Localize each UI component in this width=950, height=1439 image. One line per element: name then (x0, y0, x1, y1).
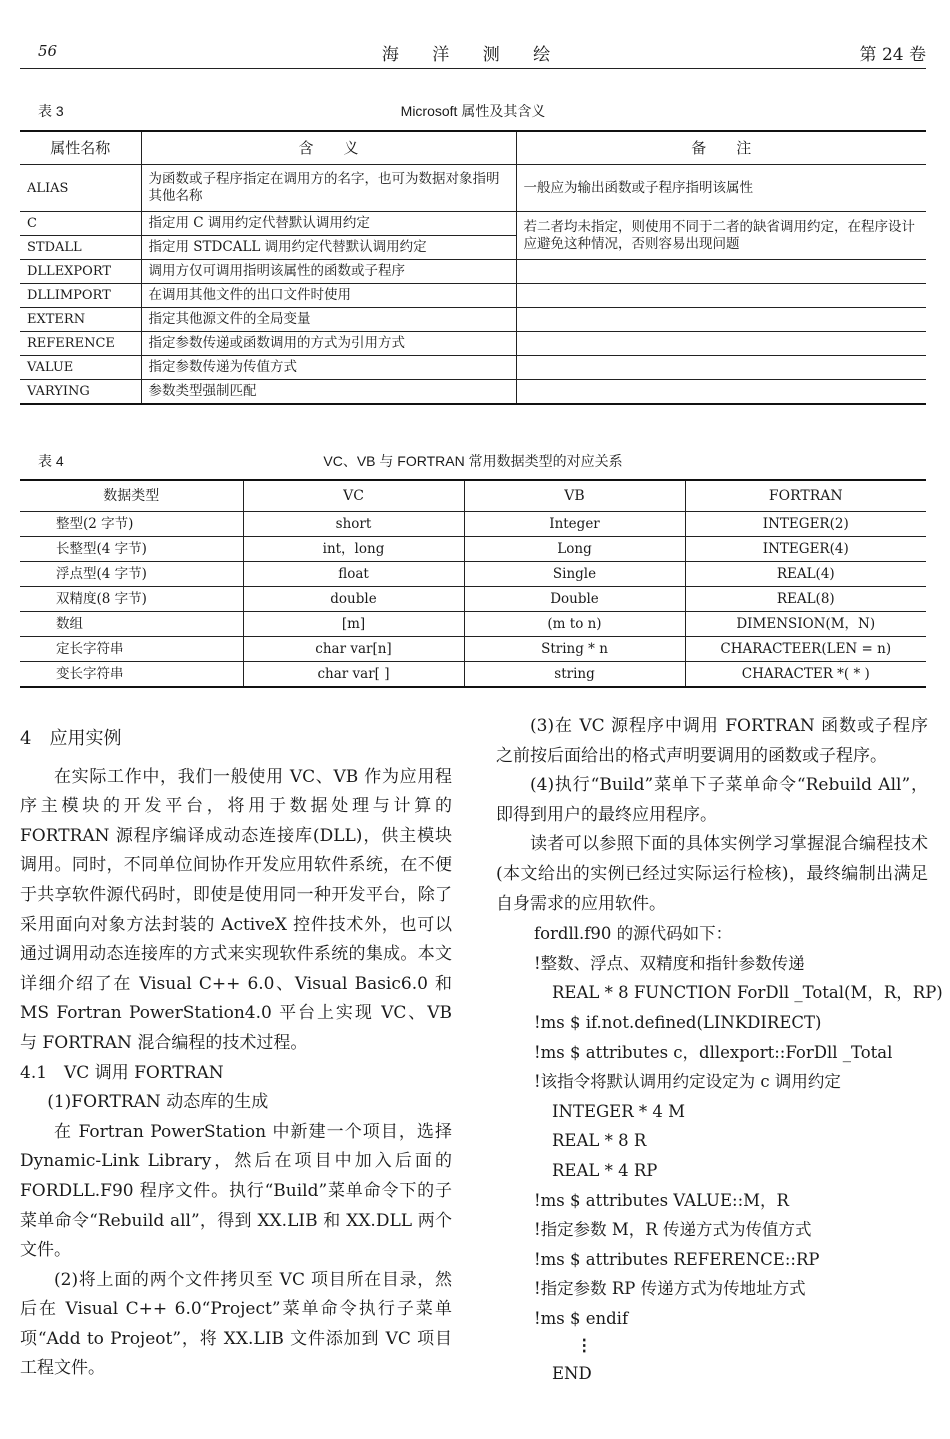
table-row (20, 380, 926, 405)
table3-cell-note (516, 308, 926, 332)
table3-header: 属性名称 (20, 131, 141, 165)
code-line: !整数、浮点、双精度和指针参数传递 (534, 953, 805, 973)
table3-cell-meaning: 指定参数传递或函数调用的方式为引用方式 (141, 332, 516, 356)
table4-cell: Long (464, 537, 685, 562)
table3-cell-name: EXTERN (20, 308, 141, 332)
body-paragraph: (2)将上面的两个文件拷贝至 VC 项目所在目录，然后在 Visual C++ 6.0“Project”菜单命令执行子菜单项“Add to Projeot”，将 XX.LIB 文件添加到 VC 项目工程文件。 (20, 1269, 452, 1379)
table4-cell: char var[ ] (243, 662, 464, 688)
code-line: !ms $ attributes REFERENCE::RP (534, 1249, 820, 1269)
body-paragraph: 在 Fortran PowerStation 中新建一个项目，选择 Dynamic-Link Library，然后在项目中加入后面的 FORDLL.F90 程序文件。执行“Build”菜单命令下的子菜单命令“Rebuild all”，得到 XX.LIB 和 XX.DLL 两个文件。 (20, 1121, 452, 1261)
table3-cell-meaning: 为函数或子程序指定在调用方的名字，也可为数据对象指明其他名称 (141, 165, 516, 212)
code-line: END (552, 1364, 592, 1384)
table4-cell: INTEGER(4) (685, 537, 926, 562)
table4-header: 数据类型 (20, 480, 243, 512)
table3-cell-name: REFERENCE (20, 332, 141, 356)
table4-cell: Integer (464, 512, 685, 537)
table4-cell: CHARACTER *( * ) (685, 662, 926, 688)
table3-cell-name: DLLIMPORT (20, 284, 141, 308)
table4-cell: CHARACTEER(LEN = n) (685, 637, 926, 662)
table3-cell-meaning: 调用方仅可调用指明该属性的函数或子程序 (141, 260, 516, 284)
subsection-heading: 4.1 VC 调用 FORTRAN (20, 1062, 224, 1083)
table-row (20, 308, 926, 332)
left-column (20, 712, 452, 1384)
table3-cell-note: 若二者均未指定，则使用不同于二者的缺省调用约定，在程序设计应避免这种情况，否则容易出现问题 (516, 212, 926, 260)
body-paragraph: (4)执行“Build”菜单下子菜单命令“Rebuild All”，即得到用户的最终应用程序。 (496, 775, 928, 825)
table3-cell-note (516, 332, 926, 356)
step-title: (1)FORTRAN 动态库的生成 (47, 1092, 269, 1113)
table4-cell: DIMENSION(M，N) (685, 612, 926, 637)
table3-cell-meaning: 指定参数传递为传值方式 (141, 356, 516, 380)
table4-number: 表 4 (38, 453, 64, 469)
page-number: 56 (38, 42, 58, 60)
table3-title: Microsoft 属性及其含义 (400, 103, 546, 119)
code-line: !指定参数 RP 传递方式为传地址方式 (534, 1279, 806, 1299)
table3-number: 表 3 (38, 103, 64, 119)
table-row (20, 332, 926, 356)
code-line: REAL * 8 R (552, 1131, 647, 1151)
table3-header: 含 义 (141, 131, 516, 165)
right-column (496, 712, 943, 1389)
table4-cell: int，long (243, 537, 464, 562)
table4-cell: (m to n) (464, 612, 685, 637)
table-row (20, 587, 926, 612)
table4-cell: REAL(8) (685, 587, 926, 612)
table4-cell: 定长字符串 (20, 637, 243, 662)
table4-cell: 长整型(4 字节) (20, 537, 243, 562)
code-line: !ms $ endif (534, 1308, 629, 1328)
table3 (20, 130, 926, 405)
body-paragraph: 在实际工作中，我们一般使用 VC、VB 作为应用程序主模块的开发平台，将用于数据处理与计算的 FORTRAN 源程序编译成动态连接库(DLL)，供主模块调用。同时，不同单位间协作开发应用软件系统，在不便于共享软件源代码时，即使是使用同一种开发平台，除了采用面向对象方法封装的 ActiveX 控件技术外，也可以通过调用动态连接库的方式来实现软件系统的集成。本文详细介绍了在 Visual C++ 6.0、Visual Basic6.0 和 MS Fortran PowerStation4.0 平台上实现 VC、VB 与 FORTRAN 混合编程的技术过程。 (20, 766, 452, 1053)
table-row (20, 284, 926, 308)
table4-cell: Double (464, 587, 685, 612)
table4-cell: INTEGER(2) (685, 512, 926, 537)
table3-header: 备 注 (516, 131, 926, 165)
table4-header: VB (464, 480, 685, 512)
table-row (20, 537, 926, 562)
table4-cell: 双精度(8 字节) (20, 587, 243, 612)
table4-cell: String * n (464, 637, 685, 662)
table4-header: VC (243, 480, 464, 512)
table-row (20, 165, 926, 212)
table-row (20, 260, 926, 284)
code-line: REAL * 8 FUNCTION ForDll _Total(M，R，RP) (552, 983, 943, 1003)
code-line: !指定参数 M，R 传递方式为传值方式 (534, 1220, 812, 1240)
table4-cell: 浮点型(4 字节) (20, 562, 243, 587)
code-line: !ms $ attributes VALUE::M，R (534, 1190, 789, 1210)
table3-cell-name: STDALL (20, 236, 141, 260)
table3-cell-name: VARYING (20, 380, 141, 405)
body-paragraph: 读者可以参照下面的具体实例学习掌握混合编程技术(本文给出的实例已经过实际运行检核)，最终编制出满足自身需求的应用软件。 (496, 834, 928, 914)
ellipsis-vertical: ⋮ (576, 1336, 593, 1356)
code-line: !ms $ if.not.defined(LINKDIRECT) (534, 1012, 822, 1032)
table4-header: FORTRAN (685, 480, 926, 512)
table4-cell: [m] (243, 612, 464, 637)
table4-cell: short (243, 512, 464, 537)
table3-cell-note (516, 356, 926, 380)
table3-cell-meaning: 在调用其他文件的出口文件时使用 (141, 284, 516, 308)
code-line: INTEGER * 4 M (552, 1101, 686, 1121)
table4-title: VC、VB 与 FORTRAN 常用数据类型的对应关系 (323, 453, 623, 469)
table3-cell-meaning: 指定用 C 调用约定代替默认调用约定 (141, 212, 516, 236)
table3-cell-name: ALIAS (20, 165, 141, 212)
table3-cell-meaning: 指定其他源文件的全局变量 (141, 308, 516, 332)
table4-cell: double (243, 587, 464, 612)
table4-cell: 数组 (20, 612, 243, 637)
code-intro: fordll.f90 的源代码如下： (534, 924, 733, 944)
table3-cell-note: 一般应为输出函数或子程序指明该属性 (516, 165, 926, 212)
table3-cell-note (516, 284, 926, 308)
table3-cell-meaning: 指定用 STDCALL 调用约定代替默认调用约定 (141, 236, 516, 260)
table4-cell: string (464, 662, 685, 688)
table-row (20, 212, 926, 236)
table-row (20, 637, 926, 662)
code-line: REAL * 4 RP (552, 1160, 658, 1180)
section-heading: 4 应用实例 (20, 728, 122, 749)
table-row (20, 562, 926, 587)
table4-cell: 变长字符串 (20, 662, 243, 688)
table4-cell: REAL(4) (685, 562, 926, 587)
table3-cell-name: DLLEXPORT (20, 260, 141, 284)
table4-cell: float (243, 562, 464, 587)
table-row (20, 512, 926, 537)
body-paragraph: (3)在 VC 源程序中调用 FORTRAN 函数或子程序之前按后面给出的格式声明要调用的函数或子程序。 (496, 716, 928, 766)
journal-title: 海 洋 测 绘 (381, 45, 565, 65)
table3-cell-note (516, 260, 926, 284)
table-row (20, 662, 926, 688)
table3-cell-meaning: 参数类型强制匹配 (141, 380, 516, 405)
table3-cell-note (516, 380, 926, 405)
table3-cell-name: C (20, 212, 141, 236)
table4-cell: Single (464, 562, 685, 587)
volume-label: 第 24 卷 (859, 45, 926, 65)
table4-cell: char var[n] (243, 637, 464, 662)
table4 (20, 479, 926, 688)
code-line: !ms $ attributes c，dllexport::ForDll _Total (534, 1042, 893, 1062)
table4-cell: 整型(2 字节) (20, 512, 243, 537)
table3-cell-name: VALUE (20, 356, 141, 380)
code-line: !该指令将默认调用约定设定为 c 调用约定 (534, 1072, 841, 1092)
page-header (20, 38, 926, 69)
table-row (20, 612, 926, 637)
table-row (20, 356, 926, 380)
